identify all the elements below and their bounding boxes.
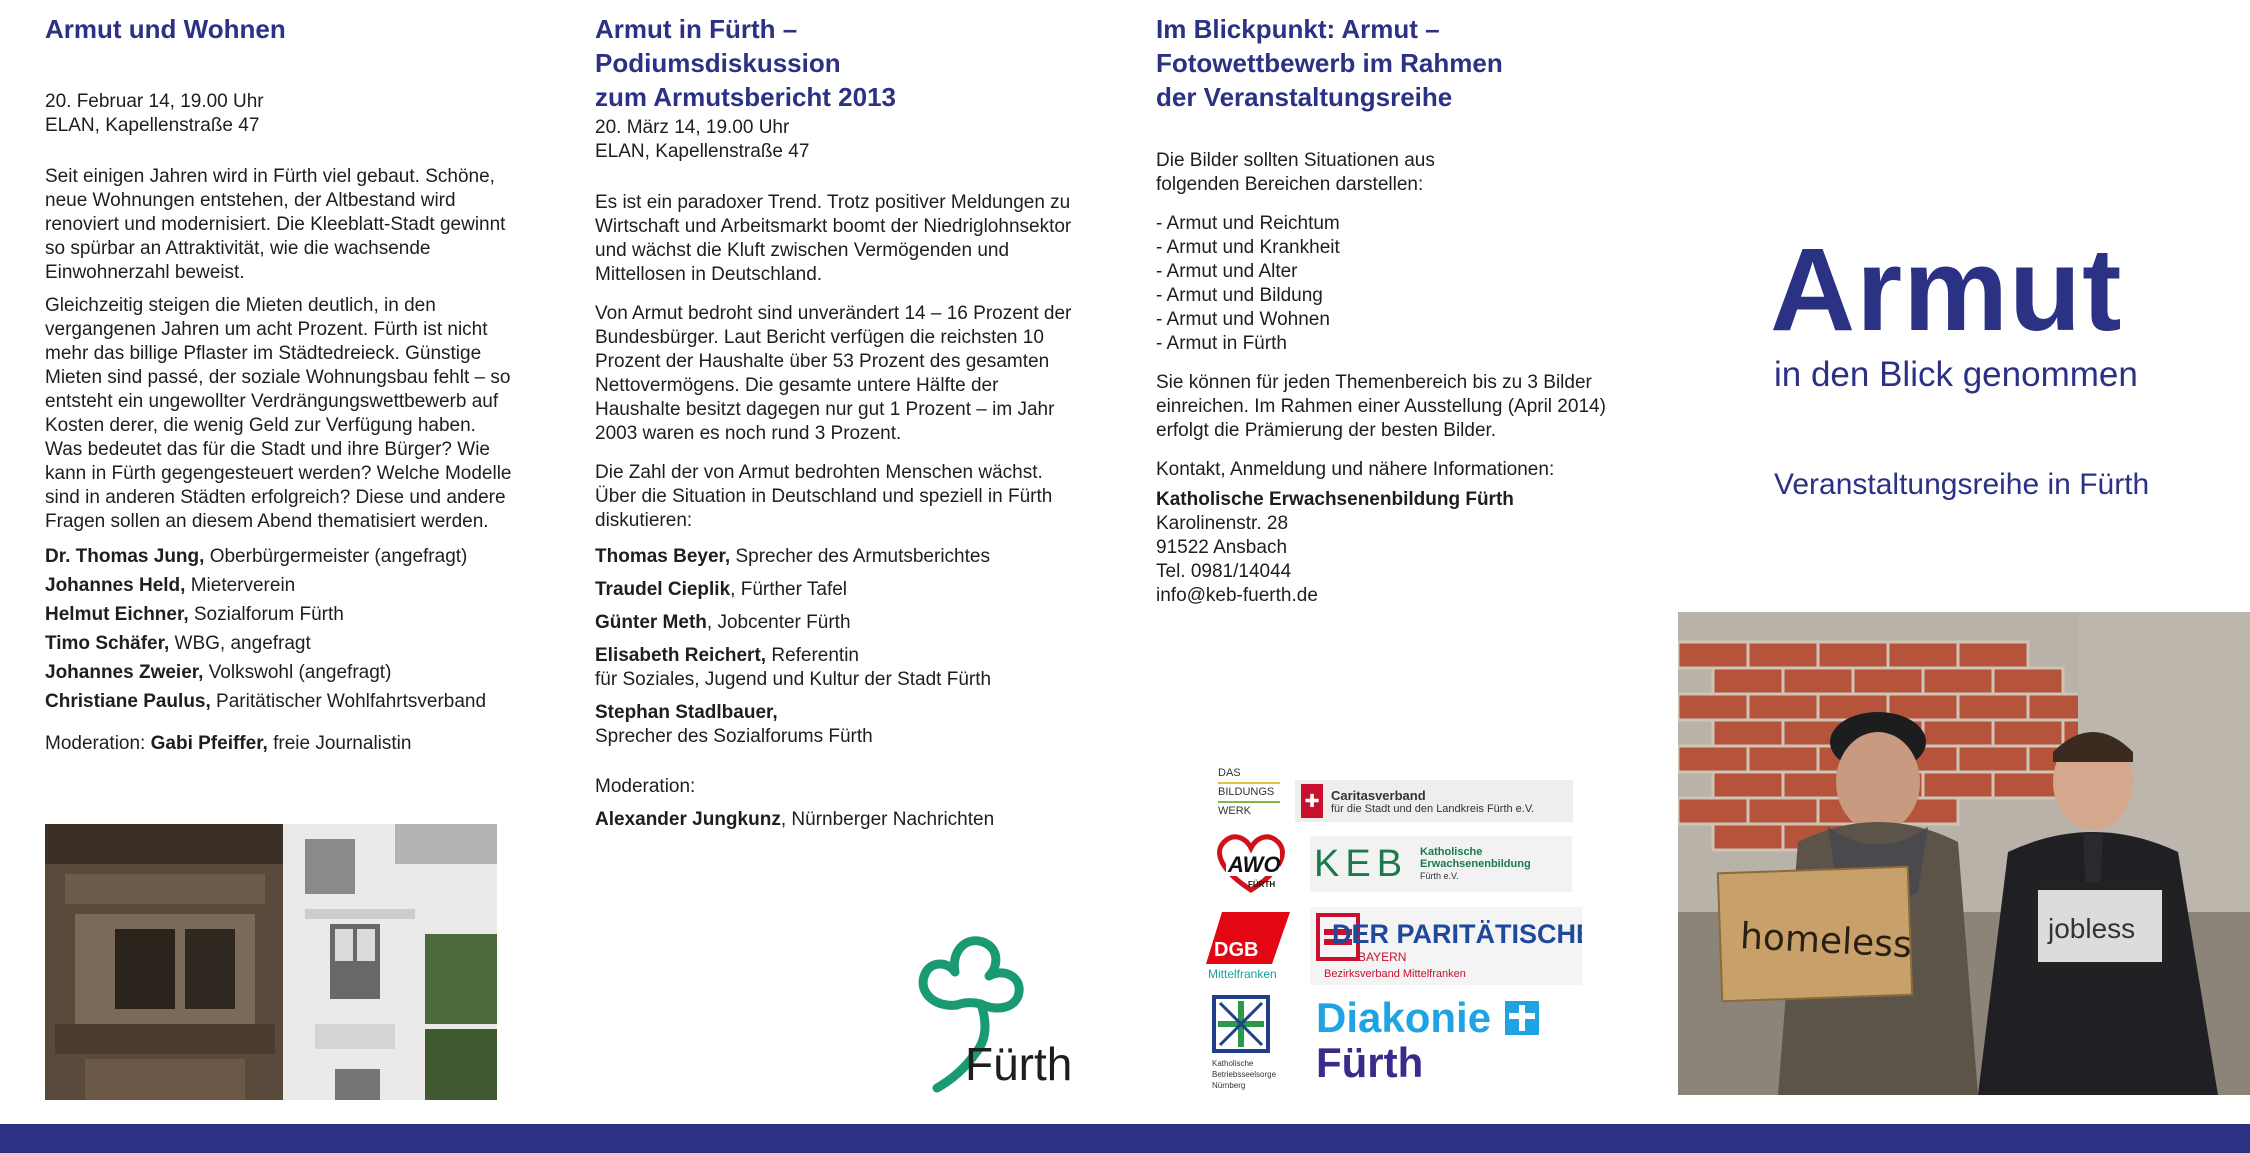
logo-awo xyxy=(1212,832,1290,894)
event-date: 20. März 14, 19.00 Uhr xyxy=(595,117,790,138)
svg-text:DER PARITÄTISCHE: DER PARITÄTISCHE xyxy=(1332,919,1582,949)
contact-org: Katholische Erwachsenenbildung Fürth xyxy=(1156,489,1514,510)
section-title: Armut in Fürth – Podiumsdiskussion zum Armutsbericht 2013 xyxy=(595,14,897,112)
section-title: Armut und Wohnen xyxy=(45,14,286,44)
contact-email[interactable]: info@keb-fuerth.de xyxy=(1156,585,1318,606)
moderation: Moderation: Gabi Pfeiffer, freie Journalistin xyxy=(45,733,412,754)
panel-member: Johannes Zweier, Volkswohl (angefragt) xyxy=(45,662,392,683)
paragraph: Es ist ein paradoxer Trend. Trotz positiver Meldungen zu Wirtschaft und Arbeitsmarkt boomt der Niedriglohnsektor und wächst die Kluft zwischen Vermögenden und Mittellosen in Deutschland. xyxy=(595,192,1072,285)
svg-text:DGB: DGB xyxy=(1214,939,1259,961)
bottom-bar xyxy=(0,1124,2250,1153)
panel-member: Timo Schäfer, WBG, angefragt xyxy=(45,633,311,654)
list-item: - Armut und Reichtum xyxy=(1156,213,1340,234)
panel-member: Helmut Eichner, Sozialforum Fürth xyxy=(45,604,344,625)
logo-dgb xyxy=(1206,910,1292,982)
paragraph: Die Zahl der von Armut bedrohten Menschen wächst. Über die Situation in Deutschland und speziell in Fürth diskutieren: xyxy=(595,462,1053,531)
panel-member: Dr. Thomas Jung, Oberbürgermeister (angefragt) xyxy=(45,546,468,567)
paragraph: Gleichzeitig steigen die Mieten deutlich, in den vergangenen Jahren um acht Prozent. Fürth ist nicht mehr das billige Pflaster im Städtedreieck. Günstige Mieten sind passé, der soziale Wohnungsbau fehlt – so entsteht ein ungewollter Verdrängungswettbewerb auf Kosten derer, die wenig Geld zur Verfügung haben. Was bedeutet das für die Stadt und ihre Bürger? Wie kann in Fürth gegengesteuert werden? Welche Modelle sind in anderen Städten erfolgreich? Diese und andere Fragen sollen an diesem Abend thematisiert werden. xyxy=(45,295,512,532)
svg-text:AWO: AWO xyxy=(1228,852,1281,877)
column-armut-und-wohnen xyxy=(45,0,515,756)
panel-member: Elisabeth Reichert, Referentin für Soziales, Jugend und Kultur der Stadt Fürth xyxy=(595,645,992,690)
svg-text:Mittelfranken: Mittelfranken xyxy=(1208,967,1277,981)
panel-member: Johannes Held, Mieterverein xyxy=(45,575,296,596)
logo-keb: KEB Katholische Erwachsenenbildung Fürth e.V. xyxy=(1310,836,1572,892)
logo-betriebsseelsorge: Katholische Betriebsseelsorge Nürnberg xyxy=(1212,995,1288,1090)
diakonie-cross-icon xyxy=(1505,1001,1539,1035)
panel-member: Christiane Paulus, Paritätischer Wohlfahrtsverband xyxy=(45,691,487,712)
paragraph: Sie können für jeden Themenbereich bis zu 3 Bilder einreichen. Im Rahmen einer Ausstellung (April 2014) erfolgt die Prämierung der besten Bilder. xyxy=(1156,372,1606,441)
building-photo xyxy=(45,824,497,1100)
svg-text:Bezirksverband Mittelfranken: Bezirksverband Mittelfranken xyxy=(1324,968,1466,980)
moderation-label: Moderation: xyxy=(595,776,696,797)
logo-paritaetische xyxy=(1310,907,1582,985)
logo-caritas: ✚ Caritasverband für die Stadt und den Landkreis Fürth e.V. xyxy=(1295,780,1573,822)
topic-list xyxy=(1156,212,1636,356)
sign-jobless: jobless xyxy=(2048,913,2136,944)
logo-bildungswerk: DAS BILDUNGS WERK xyxy=(1218,765,1280,821)
list-item: - Armut in Fürth xyxy=(1156,333,1287,354)
contact-phone: Tel. 0981/14044 xyxy=(1156,561,1292,582)
contact-street: Karolinenstr. 28 xyxy=(1156,513,1289,534)
event-date: 20. Februar 14, 19.00 Uhr xyxy=(45,91,264,112)
list-item: - Armut und Krankheit xyxy=(1156,237,1340,258)
panel-member: Thomas Beyer, Sprecher des Armutsberichtes xyxy=(595,546,990,567)
sign-homeless: homeless xyxy=(1739,916,1913,967)
contact-city: 91522 Ansbach xyxy=(1156,537,1288,558)
logo-diakonie: Diakonie Fürth xyxy=(1316,996,1578,1088)
list-item: - Armut und Wohnen xyxy=(1156,309,1330,330)
panel-member: Günter Meth, Jobcenter Fürth xyxy=(595,612,851,633)
cover-photo xyxy=(1678,612,2250,1095)
cover-subtitle: in den Blick genommen xyxy=(1774,355,2138,394)
moderation: Alexander Jungkunz, Nürnberger Nachrichten xyxy=(595,809,995,830)
contact-label: Kontakt, Anmeldung und nähere Informationen: xyxy=(1156,459,1555,480)
panel-member: Stephan Stadlbauer, Sprecher des Sozialforums Fürth xyxy=(595,702,873,747)
event-place: ELAN, Kapellenstraße 47 xyxy=(45,115,260,136)
column-fotowettbewerb xyxy=(1156,0,1636,608)
cover-title: Armut xyxy=(1770,224,2123,356)
furth-logo xyxy=(895,930,1085,1100)
panel-member: Traudel Cieplik, Fürther Tafel xyxy=(595,579,848,600)
list-item: - Armut und Alter xyxy=(1156,261,1298,282)
list-item: - Armut und Bildung xyxy=(1156,285,1323,306)
panel-list xyxy=(45,545,515,714)
event-place: ELAN, Kapellenstraße 47 xyxy=(595,141,810,162)
svg-text:BAYERN: BAYERN xyxy=(1358,950,1407,964)
cover-series: Veranstaltungsreihe in Fürth xyxy=(1774,468,2150,501)
furth-logo-text: Fürth xyxy=(965,1038,1073,1090)
svg-text:FÜRTH: FÜRTH xyxy=(1248,880,1276,889)
caritas-flame-icon: ✚ xyxy=(1301,784,1323,818)
paragraph: Von Armut bedroht sind unverändert 14 – 16 Prozent der Bundesbürger. Laut Bericht verfügen die reichsten 10 Prozent der Haushalte über 53 Prozent des gesamten Nettovermögens. Die gesamte untere Hälfte der Haushalte besitzt dagegen nur gut 1 Prozent – im Jahr 2003 waren es noch rund 3 Prozent. xyxy=(595,303,1072,444)
section-title: Im Blickpunkt: Armut – Fotowettbewerb im Rahmen der Veranstaltungsreihe xyxy=(1156,14,1503,112)
panel-list xyxy=(595,545,1075,749)
paragraph: Die Bilder sollten Situationen aus folgenden Bereichen darstellen: xyxy=(1156,150,1435,195)
column-podiumsdiskussion xyxy=(595,0,1075,832)
paragraph: Seit einigen Jahren wird in Fürth viel gebaut. Schöne, neue Wohnungen entstehen, der Altbestand wird renoviert und modernisiert. Die Kleeblatt-Stadt gewinnt so spürbar an Attraktivität, wie die wachsende Einwohnerzahl beweist. xyxy=(45,166,506,283)
